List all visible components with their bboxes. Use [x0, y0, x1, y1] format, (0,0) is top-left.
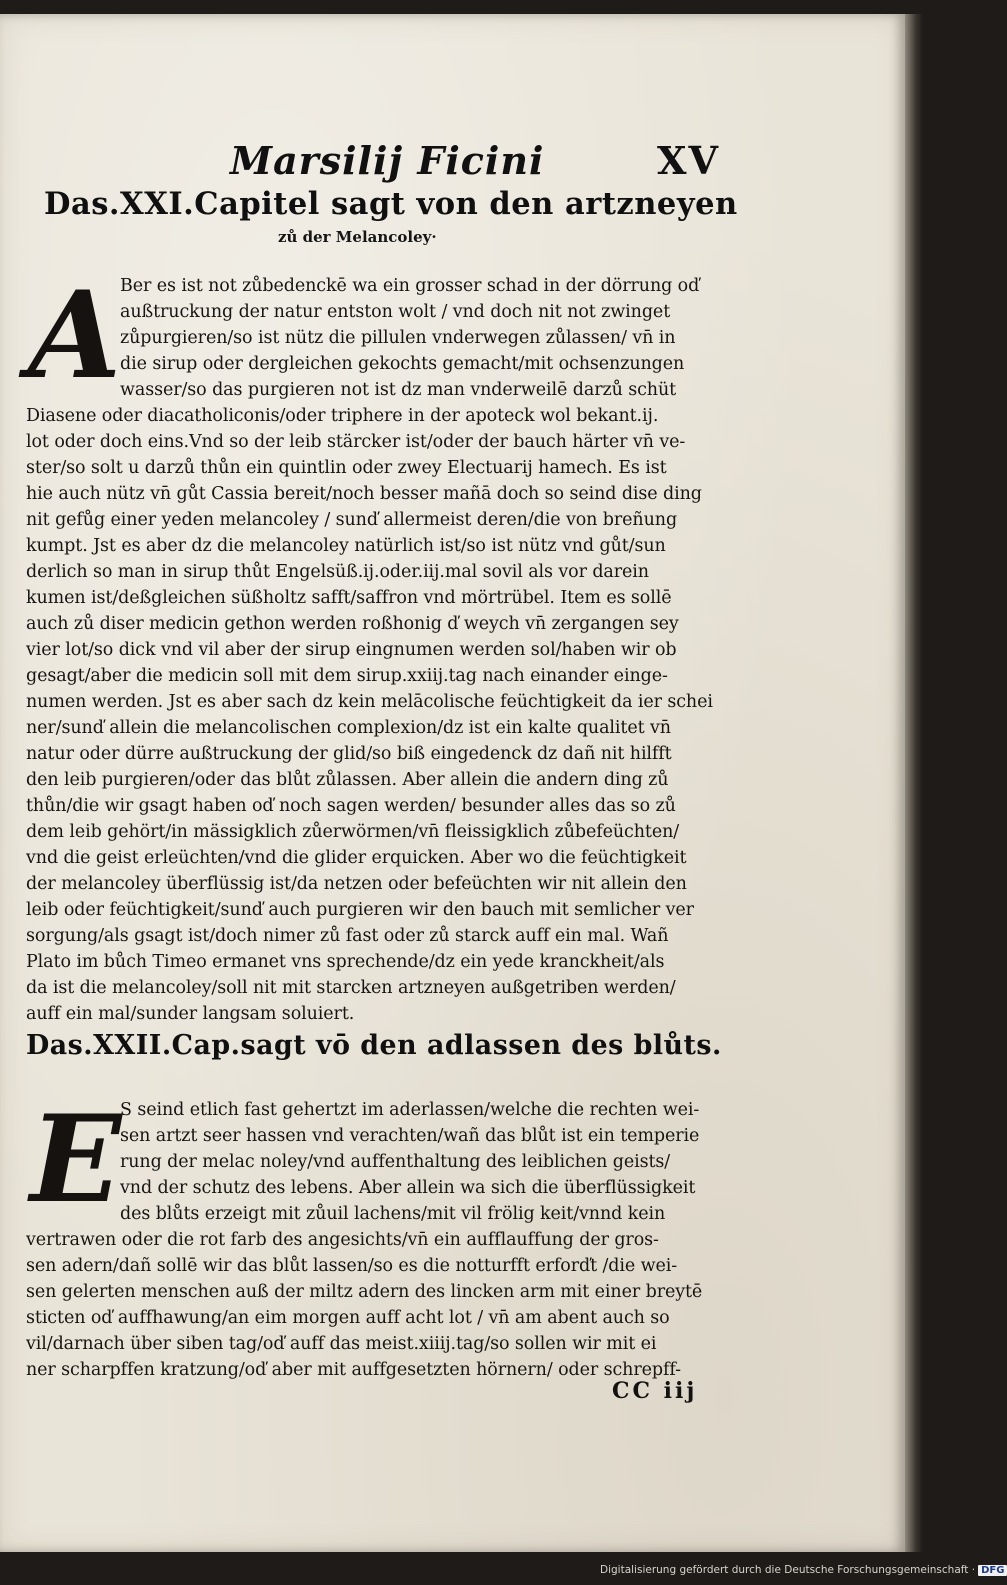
text-line: vier lot/so dick vnd vil aber der sirup eingnumen werden sol/haben wir ob — [26, 640, 677, 660]
text-line: die sirup oder dergleichen gekochts gemacht/mit ochsenzungen — [120, 354, 685, 374]
decorated-initial-e — [30, 1089, 122, 1230]
chapter-21-heading: Das.XXI.Capitel sagt von den artzneyen — [44, 186, 738, 222]
text-line: natur oder dürre außtruckung der glid/so biß eingedenck dz dañ nit hilfft — [26, 744, 672, 764]
text-line: sen gelerten menschen auß der miltz adern des lincken arm mit einer breytē — [26, 1282, 703, 1302]
text-line: vnd der schutz des lebens. Aber allein wa sich die überflüssigkeit — [120, 1178, 696, 1198]
text-line: rung der melac noley/vnd auffenthaltung des leiblichen geists/ — [120, 1152, 671, 1172]
text-line: ner/sunď allein die melancolischen complexion/dz ist ein kalte qualitet vn̄ — [26, 718, 671, 738]
text-line: numen werden. Jst es aber sach dz kein melācolische feüchtigkeit da ier schei — [26, 692, 713, 712]
text-line: sorgung/als gsagt ist/doch nimer zů fast oder zů starck auff ein mal. Wañ — [26, 926, 669, 946]
text-line: sticten oď auffhawung/an eim morgen auff acht lot / vn̄ am abent auch so — [26, 1308, 670, 1328]
decorated-initial-a — [28, 265, 122, 406]
credit-text: Digitalisierung gefördert durch die Deutsche Forschungsgemeinschaft · — [600, 1564, 976, 1576]
text-line: sen adern/dañ sollē wir das blůt lassen/so es die notturfft erforďt /die wei- — [26, 1256, 678, 1276]
text-line: der melancoley überflüssig ist/da netzen oder befeüchten wir nit allein den — [26, 874, 687, 894]
text-line: derlich so man in sirup thůt Engelsüß.ij.oder.iij.mal sovil als vor darein — [26, 562, 649, 582]
text-line: S seind etlich fast gehertzt im aderlassen/welche die rechten wei- — [120, 1100, 700, 1120]
text-line: zůpurgieren/so ist nütz die pillulen vnderwegen zůlassen/ vn̄ in — [120, 328, 676, 348]
text-line: Diasene oder diacatholiconis/oder triphere in der apoteck wol bekant.ij. — [26, 406, 659, 426]
text-line: vertrawen oder die rot farb des angesichts/vn̄ ein aufflauffung der gros- — [26, 1230, 659, 1250]
text-line: kumpt. Jst es aber dz die melancoley natürlich ist/so ist nütz vnd gůt/sun — [26, 536, 666, 556]
text-line: thůn/die wir gsagt haben oď noch sagen werden/ besunder alles das so zů — [26, 796, 676, 816]
text-line: ster/so solt u darzů thůn ein quintlin oder zwey Electuarij hamech. Es ist — [26, 458, 667, 478]
signature-mark: CC iij — [612, 1378, 698, 1404]
text-line: sen artzt seer hassen vnd verachten/wañ das blůt ist ein temperie — [120, 1126, 700, 1146]
initial-letter-a: A — [28, 265, 122, 406]
text-line: leib oder feüchtigkeit/sunď auch purgieren wir den bauch mit semlicher ver — [26, 900, 694, 920]
text-line: da ist die melancoley/soll nit mit starcken artzneyen außgetriben werden/ — [26, 978, 676, 998]
chapter-21-subheading: zů der Melancoley· — [278, 228, 437, 246]
text-line: dem leib gehört/in mässigklich zůerwörmen/vn̄ fleissigklich zůbefeüchten/ — [26, 822, 680, 842]
text-line: wasser/so das purgieren not ist dz man vnderweilē darzů schüt — [120, 380, 677, 400]
text-line: vnd die geist erleüchten/vnd die glider erquicken. Aber wo die feüchtigkeit — [26, 848, 687, 868]
folio-number: XV — [657, 138, 720, 183]
text-line: kumen ist/deßgleichen süßholtz safft/saffron vnd mörtrübel. Item es sollē — [26, 588, 672, 608]
text-line: ner scharpffen kratzung/oď aber mit auffgesetzten hörnern/ oder schrepff- — [26, 1360, 681, 1380]
text-line: Ber es ist not zůbedenckē wa ein grosser schad in der dörrung oď — [120, 276, 700, 296]
running-head — [230, 138, 720, 182]
text-line: lot oder doch eins.Vnd so der leib stärcker ist/oder der bauch härter vn̄ ve- — [26, 432, 686, 452]
text-line: vil/darnach über siben tag/oď auff das meist.xiiij.tag/so sollen wir mit ei — [26, 1334, 657, 1354]
chapter-22-heading: Das.XXII.Cap.sagt vō den adlassen des blůts. — [26, 1030, 722, 1061]
text-line: den leib purgieren/oder das blůt zůlassen. Aber allein die andern ding zů — [26, 770, 669, 790]
running-head-title: Marsilij Ficini — [230, 138, 545, 183]
page-edge — [905, 14, 923, 1552]
initial-letter-e: E — [30, 1089, 122, 1230]
text-line: auch zů diser medicin gethon werden roßhonig ď weych vn̄ zergangen sey — [26, 614, 679, 634]
text-line: außtruckung der natur entston wolt / vnd doch nit not zwinget — [120, 302, 671, 322]
digitization-credit — [600, 1564, 1007, 1576]
text-line: Plato im bůch Timeo ermanet vns sprechende/dz ein yede kranckheit/als — [26, 952, 665, 972]
dfg-logo: DFG — [978, 1565, 1007, 1576]
text-line: hie auch nütz vn̄ gůt Cassia bereit/noch besser mañā doch so seind dise ding — [26, 484, 702, 504]
text-line: nit gefůg einer yeden melancoley / sunď allermeist deren/die von breñung — [26, 510, 678, 530]
text-line: gesagt/aber die medicin soll mit dem sirup.xxiij.tag nach einander einge- — [26, 666, 668, 686]
text-line: auff ein mal/sunder langsam soluiert. — [26, 1004, 355, 1024]
text-line: des blůts erzeigt mit zůuil lachens/mit vil frölig keit/vnnd kein — [120, 1204, 666, 1224]
